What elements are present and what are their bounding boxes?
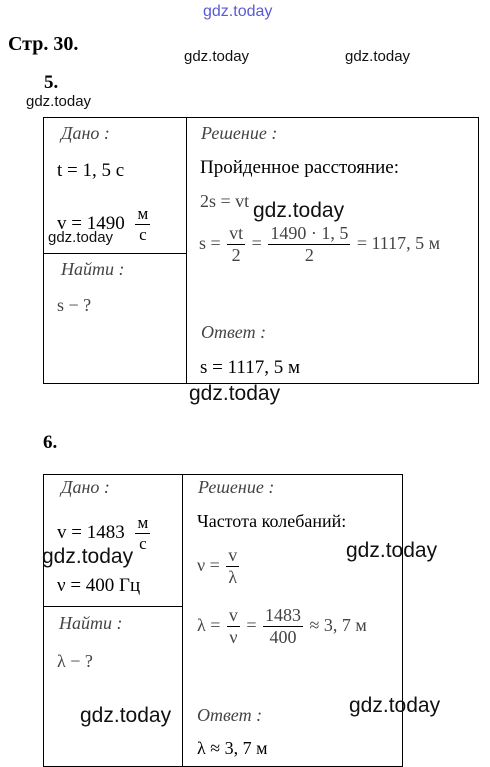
watermark: gdz.today <box>349 694 441 717</box>
formula-lhs: s = <box>199 232 221 253</box>
answer-header: Ответ : <box>201 322 267 342</box>
solution-equation-1: 2s = vt <box>200 191 250 211</box>
fraction-denominator: 400 <box>269 626 297 647</box>
watermark: gdz.today <box>189 382 281 405</box>
solution-header: Решение : <box>198 477 275 497</box>
watermark: gdz.today <box>42 545 134 568</box>
solution-text: Пройденное расстояние: <box>200 157 400 178</box>
solution-header: Решение : <box>201 123 278 143</box>
answer-value: s = 1117, 5 м <box>200 357 300 378</box>
formula-fraction-2 <box>263 606 303 647</box>
given-velocity-unit <box>135 514 150 553</box>
given-frequency: ν = 400 Гц <box>57 575 141 596</box>
formula-result: = 1117, 5 м <box>356 232 441 253</box>
given-time: t = 1, 5 с <box>57 160 125 181</box>
find-header: Найти : <box>61 259 125 279</box>
watermark: gdz.today <box>184 48 250 65</box>
formula-result: ≈ 3, 7 м <box>309 614 367 635</box>
fraction-denominator: λ <box>228 566 238 587</box>
watermark: gdz.today <box>48 229 114 246</box>
unit-denominator: с <box>139 533 147 553</box>
formula-equals: = <box>246 614 257 635</box>
watermark: gdz.today <box>253 199 345 222</box>
fraction-denominator: 2 <box>231 244 241 265</box>
find-unknown: λ − ? <box>57 651 93 671</box>
formula-equals: = <box>251 232 262 253</box>
solution-formula <box>199 224 440 265</box>
watermark: gdz.today <box>80 704 172 727</box>
given-velocity-value: v = 1490 <box>57 212 125 234</box>
given-velocity-unit <box>135 205 150 244</box>
formula-lhs: λ = <box>197 614 221 635</box>
fraction-denominator: ν <box>229 626 238 647</box>
find-unknown: s − ? <box>57 295 92 315</box>
fraction-numerator: v <box>228 605 238 625</box>
watermark: gdz.today <box>346 539 438 562</box>
fraction-numerator: 1483 <box>265 605 302 625</box>
fraction-numerator: v <box>228 545 238 565</box>
given-header: Дано : <box>61 123 110 143</box>
answer-header: Ответ : <box>197 705 263 725</box>
given-header: Дано : <box>61 477 110 497</box>
solution-wavelength-formula <box>197 606 367 647</box>
unit-numerator: м <box>137 204 149 223</box>
page-title: Стр. 30. <box>8 33 79 55</box>
find-header: Найти : <box>59 613 123 633</box>
problem-5-number: 5. <box>44 72 59 93</box>
given-velocity <box>57 205 150 244</box>
problem-6-number: 6. <box>43 432 58 453</box>
formula-fraction-1 <box>227 224 245 265</box>
watermark: gdz.today <box>345 48 411 65</box>
formula-fraction-2 <box>268 224 350 265</box>
formula-lhs: ν = <box>197 554 220 575</box>
formula-fraction <box>226 546 239 587</box>
solution-text: Частота колебаний: <box>197 511 347 531</box>
solution-frequency-formula <box>197 546 241 587</box>
fraction-denominator: 2 <box>304 244 314 265</box>
given-velocity-value: v = 1483 <box>57 521 125 543</box>
watermark: gdz.today <box>203 3 273 20</box>
unit-denominator: с <box>139 224 147 244</box>
watermark: gdz.today <box>26 93 92 110</box>
fraction-numerator: vt <box>229 223 244 243</box>
unit-numerator: м <box>137 513 149 532</box>
fraction-numerator: 1490 · 1, 5 <box>270 223 349 243</box>
answer-value: λ ≈ 3, 7 м <box>197 738 268 758</box>
formula-fraction-1 <box>227 606 240 647</box>
